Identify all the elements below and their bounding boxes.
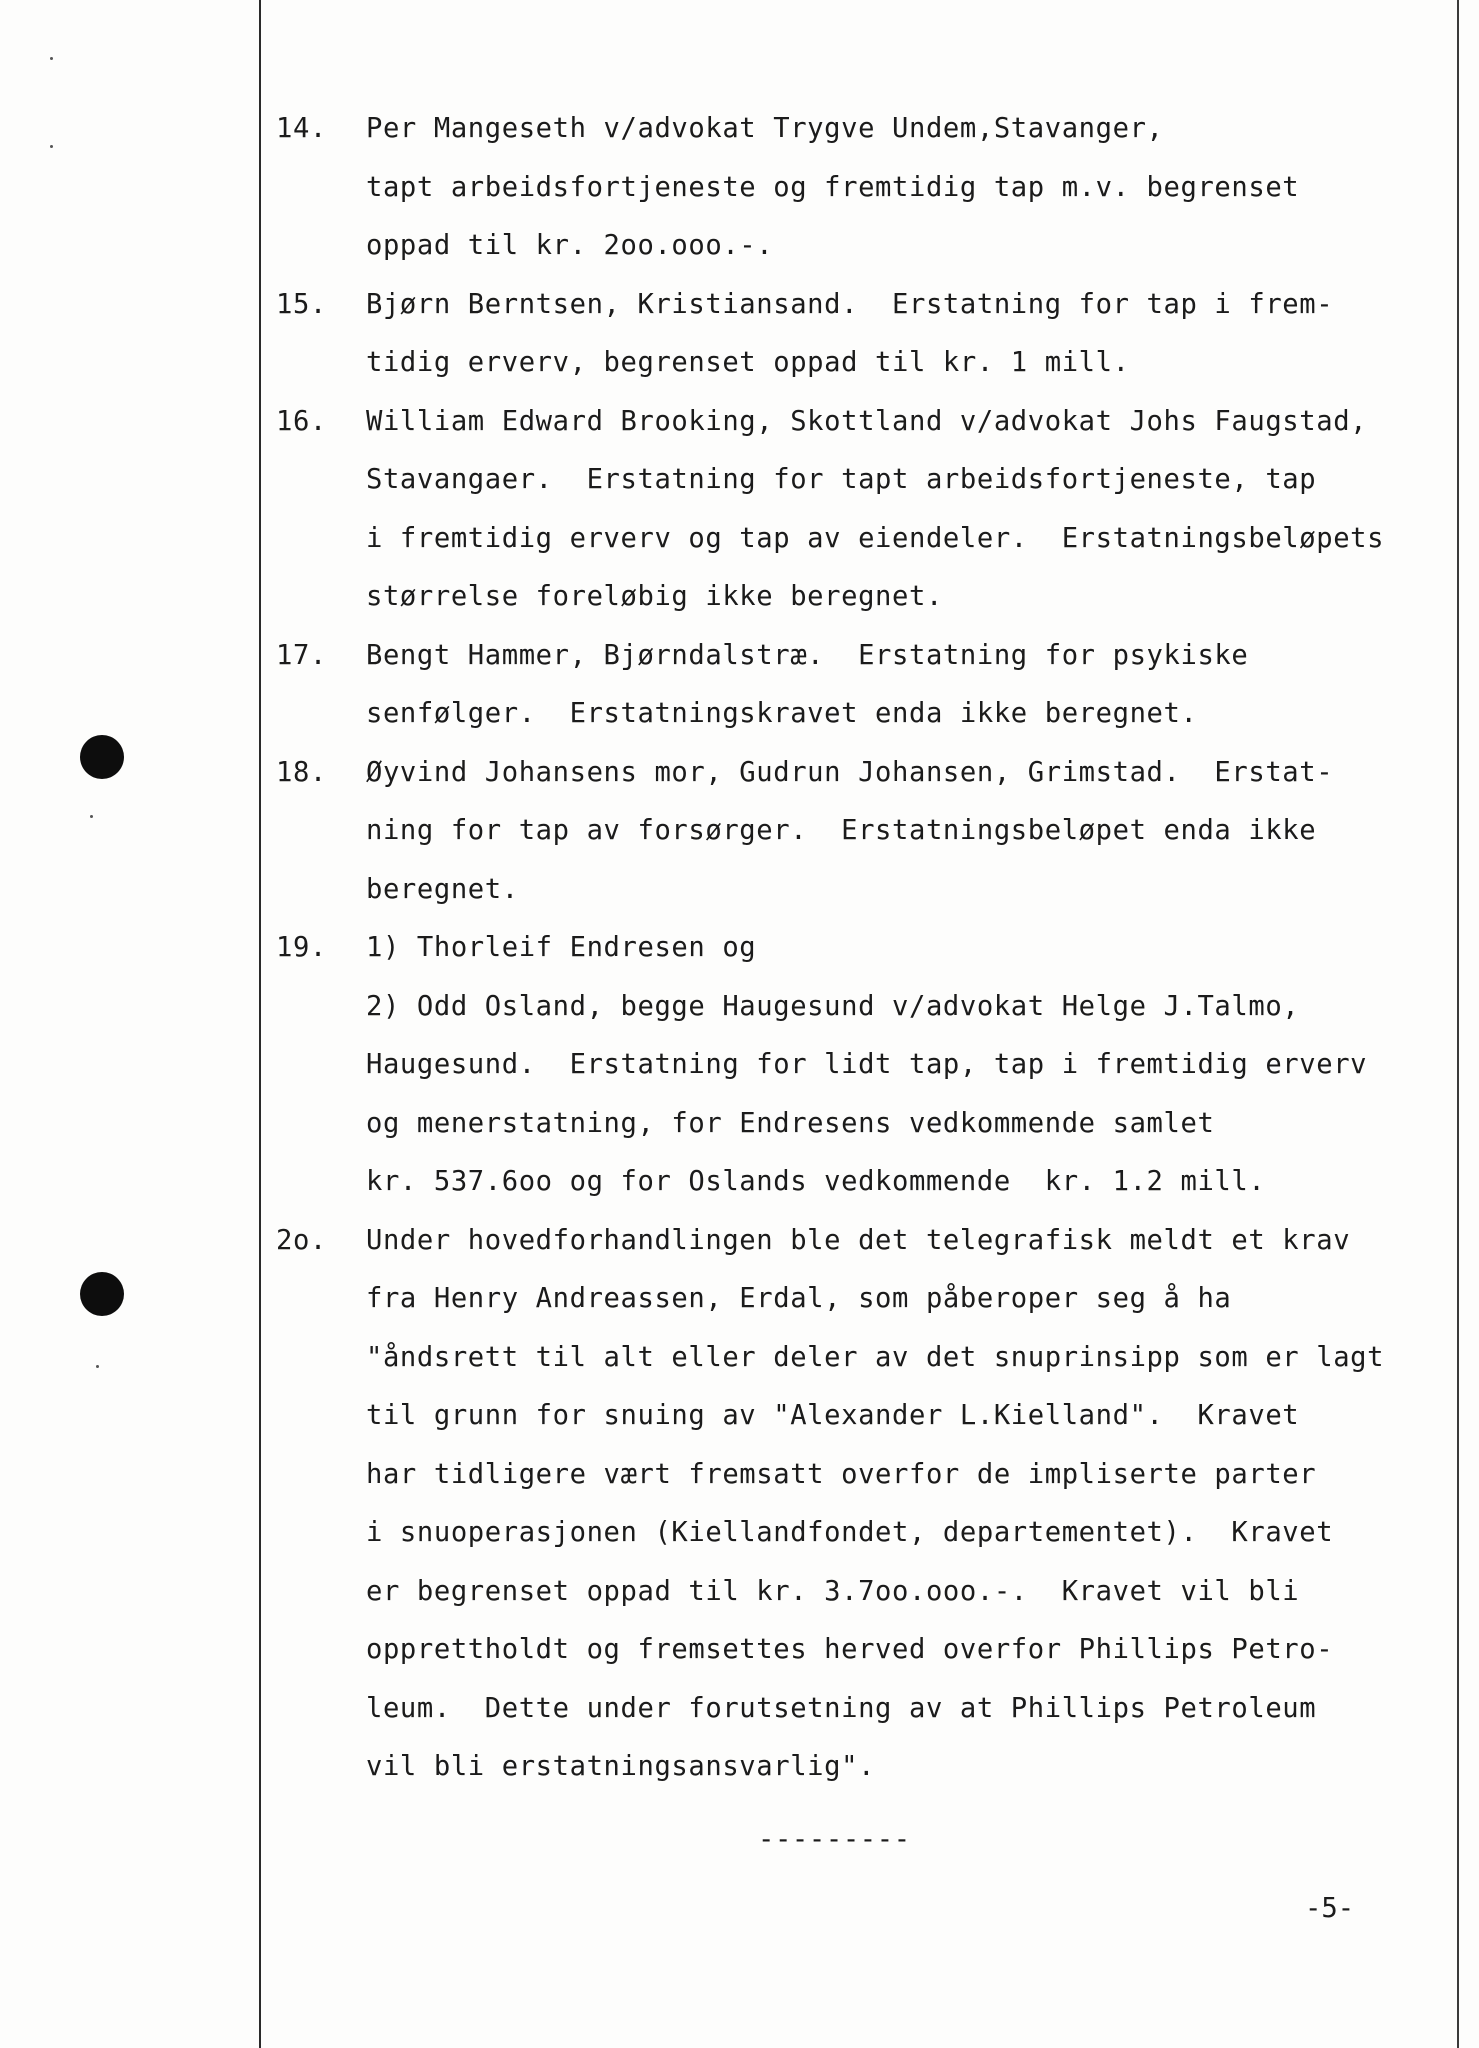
item-line: William Edward Brooking, Skottland v/advokat Johs Faugstad, xyxy=(366,406,1368,437)
item-line: 2) Odd Osland, begge Haugesund v/advokat Helge J.Talmo, xyxy=(366,991,1300,1022)
item-line: i snuoperasjonen (Kiellandfondet, departementet). Kravet xyxy=(366,1517,1334,1548)
section-separator: --------- xyxy=(758,1824,911,1855)
item-line: Under hovedforhandlingen ble det telegrafisk meldt et krav xyxy=(366,1225,1351,1256)
item-line: til grunn for snuing av "Alexander L.Kielland". Kravet xyxy=(366,1400,1300,1431)
item-line: Øyvind Johansens mor, Gudrun Johansen, Grimstad. Erstat- xyxy=(366,757,1334,788)
item-line: tapt arbeidsfortjeneste og fremtidig tap m.v. begrenset xyxy=(366,172,1300,203)
item-line: Bjørn Berntsen, Kristiansand. Erstatning for tap i frem- xyxy=(366,289,1334,320)
item-line: er begrenset oppad til kr. 3.7oo.ooo.-. Kravet vil bli xyxy=(366,1576,1300,1607)
scan-speck xyxy=(50,57,53,60)
punch-hole-bottom xyxy=(80,1272,124,1316)
item-line: og menerstatning, for Endresens vedkommende samlet xyxy=(366,1108,1215,1139)
item-line: "åndsrett til alt eller deler av det snuprinsipp som er lagt xyxy=(366,1342,1385,1373)
item-line: Bengt Hammer, Bjørndalstræ. Erstatning for psykiske xyxy=(366,640,1249,671)
item-number: 17. xyxy=(276,640,327,671)
item-line: ning for tap av forsørger. Erstatningsbeløpet enda ikke xyxy=(366,815,1317,846)
item-line: Stavangaer. Erstatning for tapt arbeidsfortjeneste, tap xyxy=(366,464,1317,495)
item-line: vil bli erstatningsansvarlig". xyxy=(366,1751,876,1782)
item-line: i fremtidig erverv og tap av eiendeler. Erstatningsbeløpets xyxy=(366,523,1385,554)
item-number: 14. xyxy=(276,113,327,144)
page-number: -5- xyxy=(1305,1893,1355,1924)
item-line: senfølger. Erstatningskravet enda ikke beregnet. xyxy=(366,698,1198,729)
item-line: har tidligere vært fremsatt overfor de impliserte parter xyxy=(366,1459,1317,1490)
scan-speck xyxy=(50,145,53,148)
scan-speck xyxy=(96,1365,99,1368)
item-line: Haugesund. Erstatning for lidt tap, tap i fremtidig erverv xyxy=(366,1049,1368,1080)
item-number: 2o. xyxy=(276,1225,327,1256)
item-line: kr. 537.6oo og for Oslands vedkommende kr. 1.2 mill. xyxy=(366,1166,1266,1197)
item-line: oppad til kr. 2oo.ooo.-. xyxy=(366,230,774,261)
item-number: 16. xyxy=(276,406,327,437)
item-number: 18. xyxy=(276,757,327,788)
item-line: fra Henry Andreassen, Erdal, som påberoper seg å ha xyxy=(366,1283,1232,1314)
item-number: 19. xyxy=(276,932,327,963)
item-line: størrelse foreløbig ikke beregnet. xyxy=(366,581,943,612)
item-line: 1) Thorleif Endresen og xyxy=(366,932,757,963)
scan-speck xyxy=(90,815,93,818)
item-line: tidig erverv, begrenset oppad til kr. 1 mill. xyxy=(366,347,1130,378)
item-line: beregnet. xyxy=(366,874,519,905)
punch-hole-top xyxy=(80,735,124,779)
item-line: leum. Dette under forutsetning av at Phillips Petroleum xyxy=(366,1693,1317,1724)
item-line: Per Mangeseth v/advokat Trygve Undem,Stavanger, xyxy=(366,113,1164,144)
item-line: opprettholdt og fremsettes herved overfor Phillips Petro- xyxy=(366,1634,1334,1665)
left-margin-rule xyxy=(259,0,261,2048)
right-edge-rule xyxy=(1457,0,1459,2048)
item-number: 15. xyxy=(276,289,327,320)
